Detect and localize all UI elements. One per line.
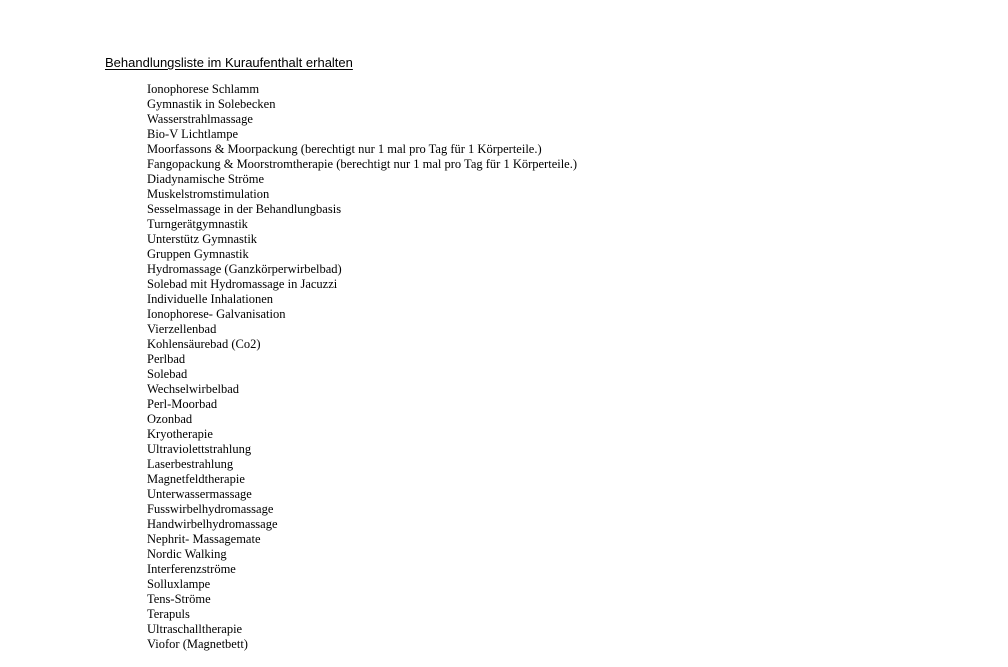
treatment-item: Nordic Walking: [147, 547, 227, 561]
treatment-item: Solluxlampe: [147, 577, 211, 591]
treatment-item: Perl-Moorbad: [147, 397, 218, 411]
treatment-item: Ultraviolettstrahlung: [147, 442, 252, 456]
treatment-list: [147, 82, 577, 652]
treatment-item: Ozonbad: [147, 412, 193, 426]
treatment-item: Fusswirbelhydromassage: [147, 502, 274, 516]
treatment-item: Magnetfeldtherapie: [147, 472, 245, 486]
treatment-item: Ultraschalltherapie: [147, 622, 243, 636]
treatment-item: Tens-Ströme: [147, 592, 211, 606]
treatment-item: Turngerätgymnastik: [147, 217, 248, 231]
treatment-item: Perlbad: [147, 352, 186, 366]
treatment-item: Vierzellenbad: [147, 322, 217, 336]
treatment-item: Solebad: [147, 367, 188, 381]
treatment-item: Diadynamische Ströme: [147, 172, 264, 186]
treatment-item: Solebad mit Hydromassage in Jacuzzi: [147, 277, 338, 291]
treatment-item: Ionophorese Schlamm: [147, 82, 260, 96]
treatment-item: Unterwassermassage: [147, 487, 252, 501]
treatment-item: Fangopackung & Moorstromtherapie (berechtigt nur 1 mal pro Tag für 1 Körperteile.): [147, 157, 578, 171]
treatment-item: Laserbestrahlung: [147, 457, 234, 471]
treatment-item: Viofor (Magnetbett): [147, 637, 248, 651]
treatment-item: Individuelle Inhalationen: [147, 292, 274, 306]
treatment-item: Sesselmassage in der Behandlungbasis: [147, 202, 342, 216]
treatment-item: Wechselwirbelbad: [147, 382, 240, 396]
treatment-item: Kohlensäurebad (Co2): [147, 337, 261, 351]
treatment-item: Terapuls: [147, 607, 190, 621]
document-heading: Behandlungsliste im Kuraufenthalt erhalten: [105, 55, 353, 70]
treatment-item: Gruppen Gymnastik: [147, 247, 249, 261]
treatment-item: Wasserstrahlmassage: [147, 112, 253, 126]
treatment-item: Kryotherapie: [147, 427, 213, 441]
treatment-item: Nephrit- Massagemate: [147, 532, 261, 546]
treatment-item: Unterstütz Gymnastik: [147, 232, 258, 246]
treatment-item: Gymnastik in Solebecken: [147, 97, 276, 111]
treatment-item: Interferenzströme: [147, 562, 236, 576]
treatment-item: Ionophorese- Galvanisation: [147, 307, 286, 321]
treatment-item: Bio-V Lichtlampe: [147, 127, 239, 141]
treatment-item: Muskelstromstimulation: [147, 187, 270, 201]
treatment-item: Hydromassage (Ganzkörperwirbelbad): [147, 262, 342, 276]
treatment-item: Moorfassons & Moorpackung (berechtigt nur 1 mal pro Tag für 1 Körperteile.): [147, 142, 542, 156]
treatment-item: Handwirbelhydromassage: [147, 517, 278, 531]
